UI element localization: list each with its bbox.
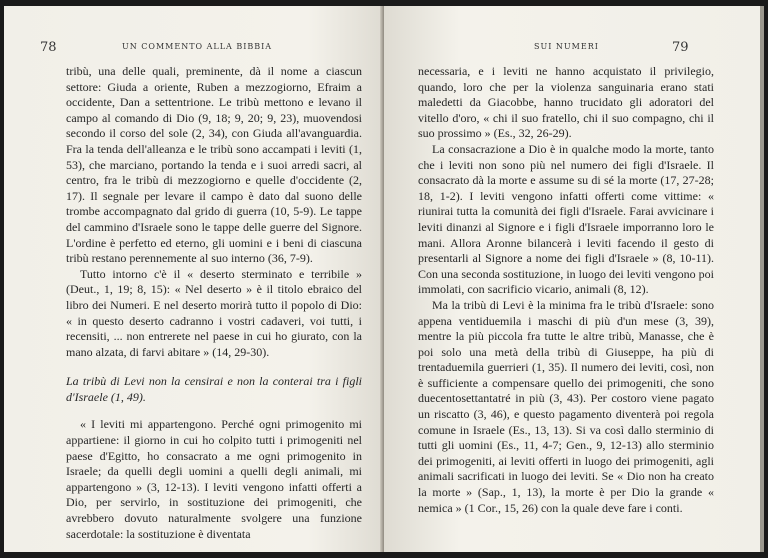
- page-edge: [760, 6, 764, 552]
- right-running-header: SUI NUMERI: [534, 42, 599, 51]
- left-page: [4, 6, 384, 552]
- book-spread: [4, 6, 764, 552]
- paragraph: « I leviti mi appartengono. Perché ogni primogenito mi appartiene: il giorno in cui ho colpito tutti i primogeniti nel paese d'Egitto, ho consacrato a me ogni primogenito in Israele; da quelli degli uomini a quelli degli animali, mi appartengono » (3, 12-13). I leviti vengono infatti offerti a Dio, per servirlo, in sostituzione dei primogeniti, che avrebbero dovuto naturalmente svolgere una funzione sacerdotale: la sostituzione è diventata: [66, 417, 362, 541]
- right-page-number: 79: [672, 40, 689, 55]
- left-text-block: [66, 64, 362, 542]
- paragraph: necessaria, e i leviti ne hanno acquistato il privilegio, quando, loro che per la violenza sanguinaria erano stati maledetti da Giacobbe, hanno trucidato gli adoratori del vitello d'oro, « chi il suo fratello, chi il suo compagno, chi il suo prossimo » (Es., 32, 26-29).: [418, 64, 714, 141]
- paragraph: tribù, una delle quali, preminente, dà il nome a ciascun settore: Giuda a oriente, Ruben a mezzogiorno, Efraim a occidente, Dan a settentrione. Le tribù mettono e levano il campo al comando di Dio (9, 18; 9, 20; 9, 23), muovendosi secondo il corso del sole (2, 34), con Giuda all'avanguardia. Fra la tenda dell'alleanza e le tribù sono accampati i leviti (1, 53), che marciano, portando la tenda e i suoi arredi sacri, al centro, fra le tribù di mezzogiorno e quelle d'occidente (2, 17). Il segnale per levare il campo è dato dal suono delle trombe accompagnato dal grido di guerra (10, 5-9). Le tappe del cammino d'Israele sono le tappe delle guerre del Signore. L'ordine è perfetto ed eterno, gli uomini e i beni di ciascuna tribù restano perennemente al suo interno (36, 7-9).: [66, 64, 362, 266]
- paragraph: Tutto intorno c'è il « deserto sterminato e terribile » (Deut., 1, 19; 8, 15): « Nel deserto » è il titolo ebraico del libro dei Numeri. E nel deserto morirà tutto il popolo di Dio: « in questo deserto cadranno i vostri cadaveri, voi tutti, i recensiti, ... non entrerete nel paese in cui ho giurato, con la mano alzata, di farvi abitare » (14, 29-30).: [66, 266, 362, 359]
- left-running-header: UN COMMENTO ALLA BIBBIA: [122, 42, 273, 51]
- right-page: [384, 6, 764, 552]
- right-text-block: [418, 64, 714, 516]
- left-page-number: 78: [40, 40, 57, 55]
- section-heading: La tribù di Levi non la censirai e non la conterai tra i figli d'Israele (1, 49).: [66, 374, 362, 404]
- paragraph: La consacrazione a Dio è in qualche modo la morte, tanto che i leviti non sono più nel numero dei figli d'Israele. Il consacrato dà la morte e assume su di sé la morte (17, 27-28; 18, 1-2). I leviti vengono infatti offerti come vittime: « riunirai tutta la comunità dei figli d'Israele. Farai avvicinare i leviti dinanzi al Signore e i figli d'Israele imporranno loro le mani. Allora Aronne bilancerà i leviti facendo il gesto di presentarli al Signore a nome dei figli d'Israele » (8, 10-11). Con una seconda sostituzione, in luogo dei leviti vengono poi immolati, con sacrificio vicario, animali (8, 12).: [418, 141, 714, 297]
- paragraph: Ma la tribù di Levi è la minima fra le tribù d'Israele: sono appena ventiduemila i maschi di più d'un mese (3, 39), mentre la più piccola fra tutte le altre tribù, Manasse, che è poi solo una metà della tribù di Giuseppe, ha più di trentaduemila guerrieri (1, 35). Il numero dei leviti, così, non è sufficiente a compensare quello dei primogeniti, che sono duecentosettantatré in più (3, 43). Per costoro viene pagato un riscatto (3, 46), e questo pagamento diventerà poi regola comune in Israele (Es., 13, 13). Si va così dallo sterminio di tutti gli uomini (Es., 11, 4-7; Gen., 9, 12-13) allo sterminio dei primogeniti, ai leviti offerti in luogo dei primogeniti, agli animali sacrificati in luogo dei leviti. Se « Dio non ha creato la morte » (Sap., 1, 13), la morte è per Dio la grande « nemica » (1 Cor., 15, 26) con la quale deve fare i conti.: [418, 297, 714, 515]
